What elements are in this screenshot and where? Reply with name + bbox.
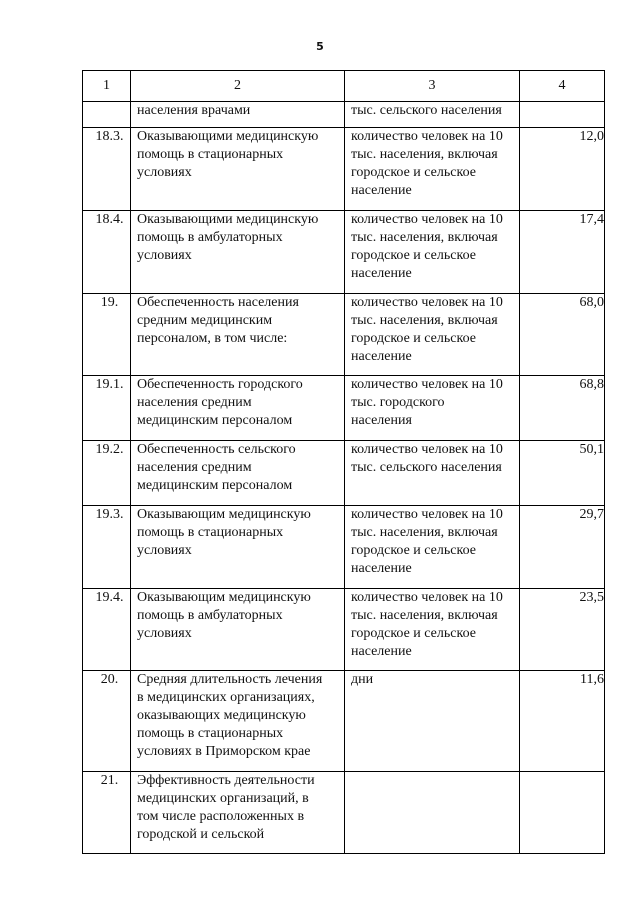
indicator-value: 17,4 [520,211,605,294]
unit-of-measure: количество человек на 10 тыс. населения, включая городское и сельское население [345,128,520,211]
table-row [83,294,605,376]
indicator-value: 50,1 [520,441,605,506]
header-cell: 3 [345,71,520,102]
indicator-name: Обеспеченность сельского населения средним медицинским персоналом [131,441,345,506]
indicator-value: 23,5 [520,589,605,671]
row-number: 19.1. [83,376,131,441]
row-number: 20. [83,671,131,772]
row-number: 19.3. [83,506,131,589]
indicator-name: Обеспеченность городского населения средним медицинским персоналом [131,376,345,441]
unit-of-measure: количество человек на 10 тыс. населения, включая городское и сельское население [345,294,520,376]
table-row [83,211,605,294]
indicator-name: населения врачами [131,102,345,128]
row-number: 19. [83,294,131,376]
unit-of-measure [345,772,520,854]
indicator-name: Оказывающими медицинскую помощь в амбулаторных условиях [131,211,345,294]
indicator-name: Оказывающим медицинскую помощь в стационарных условиях [131,506,345,589]
unit-of-measure: количество человек на 10 тыс. городского населения [345,376,520,441]
unit-of-measure: количество человек на 10 тыс. населения, включая городское и сельское население [345,211,520,294]
unit-of-measure: количество человек на 10 тыс. населения, включая городское и сельское население [345,589,520,671]
indicator-name: Оказывающими медицинскую помощь в стационарных условиях [131,128,345,211]
indicators-table [82,70,605,854]
unit-of-measure: тыс. сельского населения [345,102,520,128]
row-number: 18.3. [83,128,131,211]
indicator-name: Эффективность деятельности медицинских организаций, в том числе расположенных в городской и сельской [131,772,345,854]
table-row [83,671,605,772]
table-row [83,506,605,589]
unit-of-measure: количество человек на 10 тыс. сельского населения [345,441,520,506]
row-number [83,102,131,128]
table-row [83,772,605,854]
indicator-name: Обеспеченность населения средним медицинским персоналом, в том числе: [131,294,345,376]
row-number: 18.4. [83,211,131,294]
indicator-value [520,102,605,128]
table-row [83,102,605,128]
indicator-name: Оказывающим медицинскую помощь в амбулаторных условиях [131,589,345,671]
table-row [83,128,605,211]
indicator-value: 11,6 [520,671,605,772]
indicator-value [520,772,605,854]
indicator-value: 68,8 [520,376,605,441]
unit-of-measure: количество человек на 10 тыс. населения, включая городское и сельское население [345,506,520,589]
indicator-name: Средняя длительность лечения в медицинских организациях, оказывающих медицинскую помощь в стационарных условиях в Приморском крае [131,671,345,772]
indicator-value: 68,0 [520,294,605,376]
table-row [83,441,605,506]
header-cell: 4 [520,71,605,102]
header-cell: 2 [131,71,345,102]
row-number: 19.2. [83,441,131,506]
indicator-value: 12,0 [520,128,605,211]
indicator-value: 29,7 [520,506,605,589]
table-header-row [83,71,605,102]
table-row [83,376,605,441]
row-number: 21. [83,772,131,854]
unit-of-measure: дни [345,671,520,772]
header-cell: 1 [83,71,131,102]
row-number: 19.4. [83,589,131,671]
table-row [83,589,605,671]
page-number: 5 [316,40,324,53]
